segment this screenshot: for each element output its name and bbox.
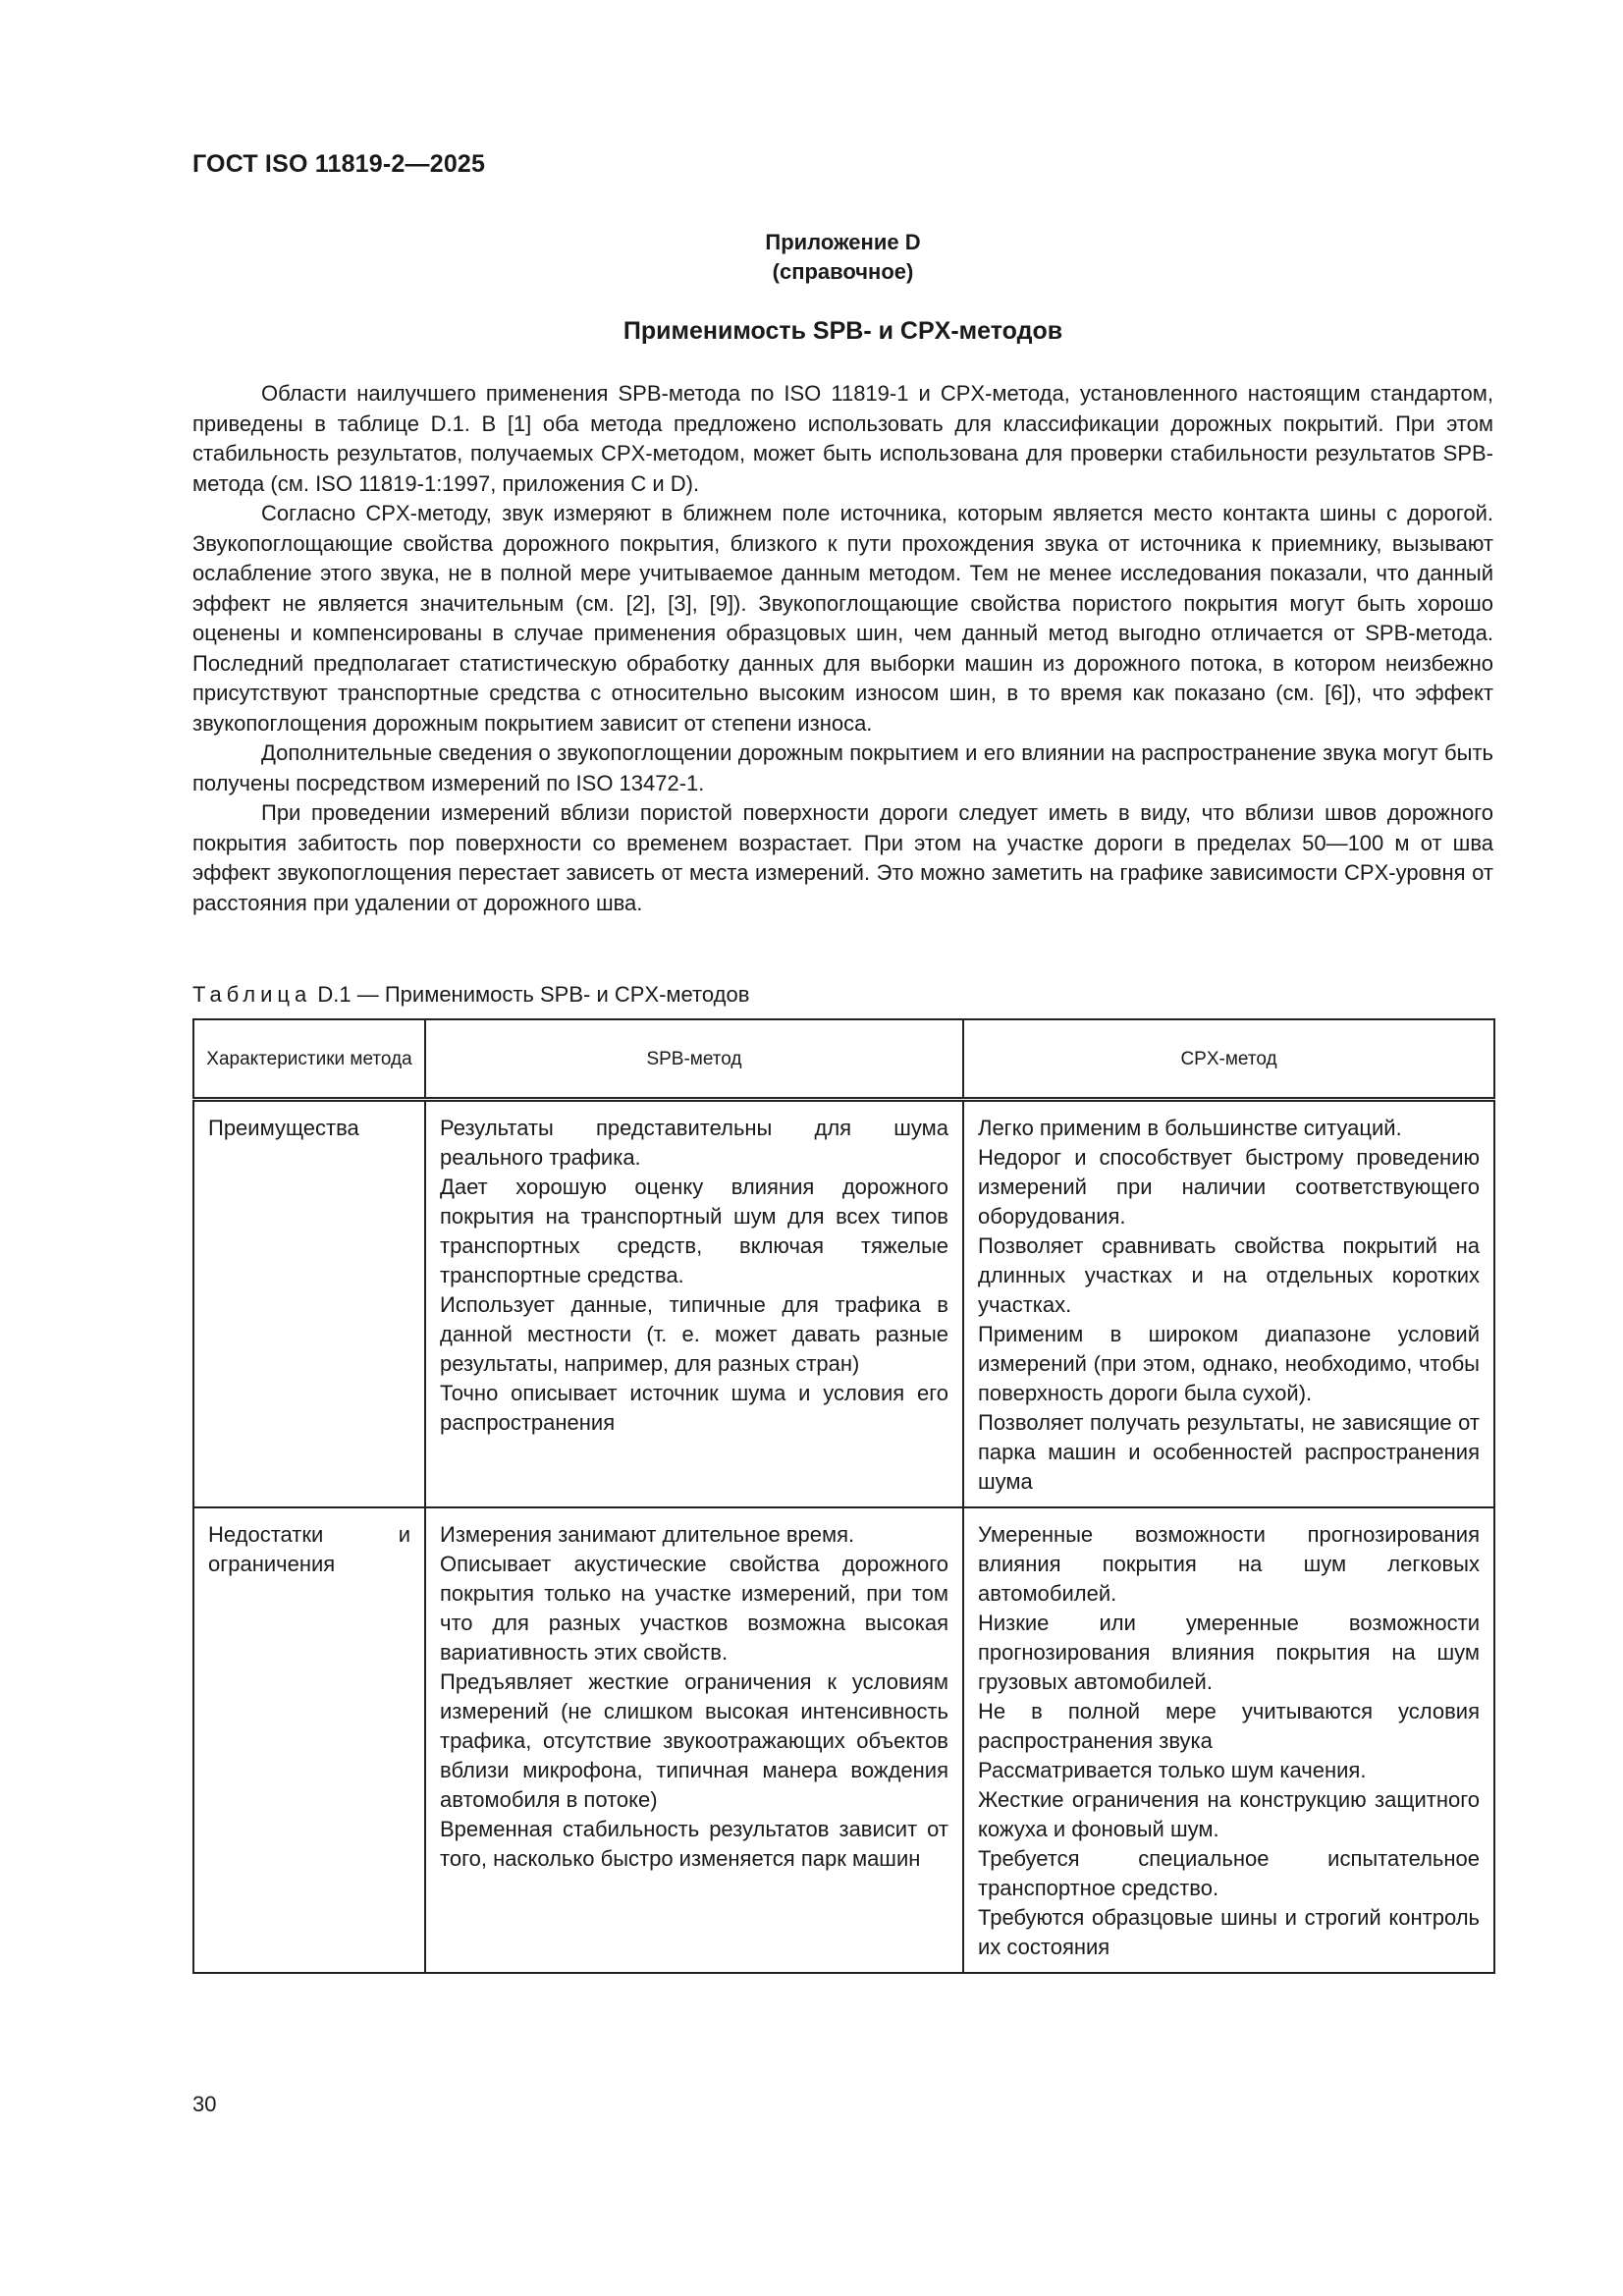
applicability-table bbox=[192, 1018, 1495, 1974]
document-code-header: ГОСТ ISO 11819-2—2025 bbox=[192, 150, 486, 178]
paragraph: При проведении измерений вблизи пористой поверхности дороги следует иметь в виду, что вблизи швов дорожного покрытия забитость пор поверхности со временем возрастает. При этом на участке дороги в пределах 50—100 м от шва эффект звукопоглощения перестает зависеть от места измерений. Это можно заметить на графике зависимости CPX-уровня от расстояния при удалении от дорожного шва. bbox=[192, 800, 1493, 915]
cpx-cell bbox=[963, 1100, 1494, 1508]
column-header-spb: SPB-метод bbox=[425, 1019, 963, 1100]
cell-line: Жесткие ограничения на конструкцию защитного кожуха и фоновый шум. bbox=[978, 1787, 1480, 1841]
spb-cell bbox=[425, 1100, 963, 1508]
column-header-cpx: CPX-метод bbox=[963, 1019, 1494, 1100]
table-caption-word: Таблица bbox=[192, 982, 312, 1007]
cell-line: Использует данные, типичные для трафика в данной местности (т. е. может давать разные результаты, например, для разных стран) bbox=[440, 1292, 948, 1376]
cell-line: Результаты представительны для шума реального трафика. bbox=[440, 1116, 948, 1170]
cell-line: Предъявляет жесткие ограничения к условиям измерений (не слишком высокая интенсивность трафика, отсутствие звукоотражающих объектов вблизи микрофона, типичная манера вождения автомобиля в потоке) bbox=[440, 1669, 948, 1812]
table-row-limitations bbox=[193, 1507, 1494, 1973]
cell-line: Умеренные возможности прогнозирования влияния покрытия на шум легковых автомобилей. bbox=[978, 1522, 1480, 1606]
appendix-title: Приложение D bbox=[765, 230, 921, 254]
table-header-row bbox=[193, 1019, 1494, 1100]
cell-line: Временная стабильность результатов зависит от того, насколько быстро изменяется парк машин bbox=[440, 1817, 948, 1871]
cell-line: Измерения занимают длительное время. bbox=[440, 1522, 855, 1547]
cell-line: Позволяет сравнивать свойства покрытий на длинных участках и на отдельных коротких участках. bbox=[978, 1233, 1480, 1317]
cell-line: Легко применим в большинстве ситуаций. bbox=[978, 1116, 1402, 1140]
column-header-characteristics: Характеристики метода bbox=[193, 1019, 425, 1100]
table-caption bbox=[192, 982, 749, 1008]
paragraph: Области наилучшего применения SPB-метода по ISO 11819-1 и CPX-метода, установленного настоящим стандартом, приведены в таблице D.1. В [1] оба метода предложено использовать для классификации дорожных покрытий. При этом стабильность результатов, получаемых CPX-методом, может быть использована для проверки стабильности результатов SPB-метода (см. ISO 11819-1:1997, приложения C и D). bbox=[192, 381, 1493, 496]
cell-line: Не в полной мере учитываются условия распространения звука bbox=[978, 1699, 1480, 1753]
page-number: 30 bbox=[192, 2092, 217, 2116]
cell-line: Точно описывает источник шума и условия его распространения bbox=[440, 1381, 948, 1435]
paragraph: Дополнительные сведения о звукопоглощении дорожным покрытием и его влиянии на распространение звука могут быть получены посредством измерений по ISO 13472-1. bbox=[192, 740, 1493, 795]
paragraph: Согласно CPX-методу, звук измеряют в ближнем поле источника, которым является место контакта шины с дорогой. Звукопоглощающие свойства дорожного покрытия, близкого к пути прохождения звука от источника к приемнику, вызывают ослабление этого звука, не в полной мере учитываемое данным методом. Тем не менее исследования показали, что данный эффект не является значительным (см. [2], [3], [9]). Звукопоглощающие свойства пористого покрытия могут быть хорошо оценены и компенсированы в случае применения образцовых шин, чем данный метод выгодно отличается от SPB-метода. Последний предполагает статистическую обработку данных для выборки машин из дорожного потока, в котором неизбежно присутствуют транспортные средства с относительно высоким износом шин, в то время как показано (см. [6]), что эффект звукопоглощения дорожным покрытием зависит от степени износа. bbox=[192, 501, 1493, 736]
cell-line: Рассматривается только шум качения. bbox=[978, 1758, 1367, 1782]
row-category-cell: Преимущества bbox=[193, 1100, 425, 1508]
cell-line: Низкие или умеренные возможности прогнозирования влияния покрытия на шум грузовых автомобилей. bbox=[978, 1611, 1480, 1694]
cpx-cell bbox=[963, 1507, 1494, 1973]
cell-line: Описывает акустические свойства дорожного покрытия только на участке измерений, при том что для разных участков возможна высокая вариативность этих свойств. bbox=[440, 1552, 948, 1665]
section-title: Применимость SPB- и CPX-методов bbox=[622, 317, 1063, 345]
appendix-subtitle: (справочное) bbox=[772, 259, 914, 284]
table-caption-text: D.1 — Применимость SPB- и CPX-методов bbox=[317, 982, 750, 1007]
cell-line: Недорог и способствует быстрому проведению измерений при наличии соответствующего оборудования. bbox=[978, 1145, 1480, 1229]
spb-cell bbox=[425, 1507, 963, 1973]
cell-line: Требуется специальное испытательное транспортное средство. bbox=[978, 1846, 1480, 1900]
body-text bbox=[192, 379, 1493, 918]
cell-line: Применим в широком диапазоне условий измерений (при этом, однако, необходимо, чтобы поверхность дороги была сухой). bbox=[978, 1322, 1480, 1405]
appendix-heading bbox=[192, 228, 1493, 287]
cell-line: Дает хорошую оценку влияния дорожного покрытия на транспортный шум для всех типов транспортных средств, включая тяжелые транспортные средства. bbox=[440, 1175, 948, 1287]
row-category-cell: Недостатки и ограничения bbox=[193, 1507, 425, 1973]
table-row-advantages bbox=[193, 1100, 1494, 1508]
cell-line: Требуются образцовые шины и строгий контроль их состояния bbox=[978, 1905, 1480, 1959]
cell-line: Позволяет получать результаты, не зависящие от парка машин и особенностей распространения шума bbox=[978, 1410, 1480, 1494]
